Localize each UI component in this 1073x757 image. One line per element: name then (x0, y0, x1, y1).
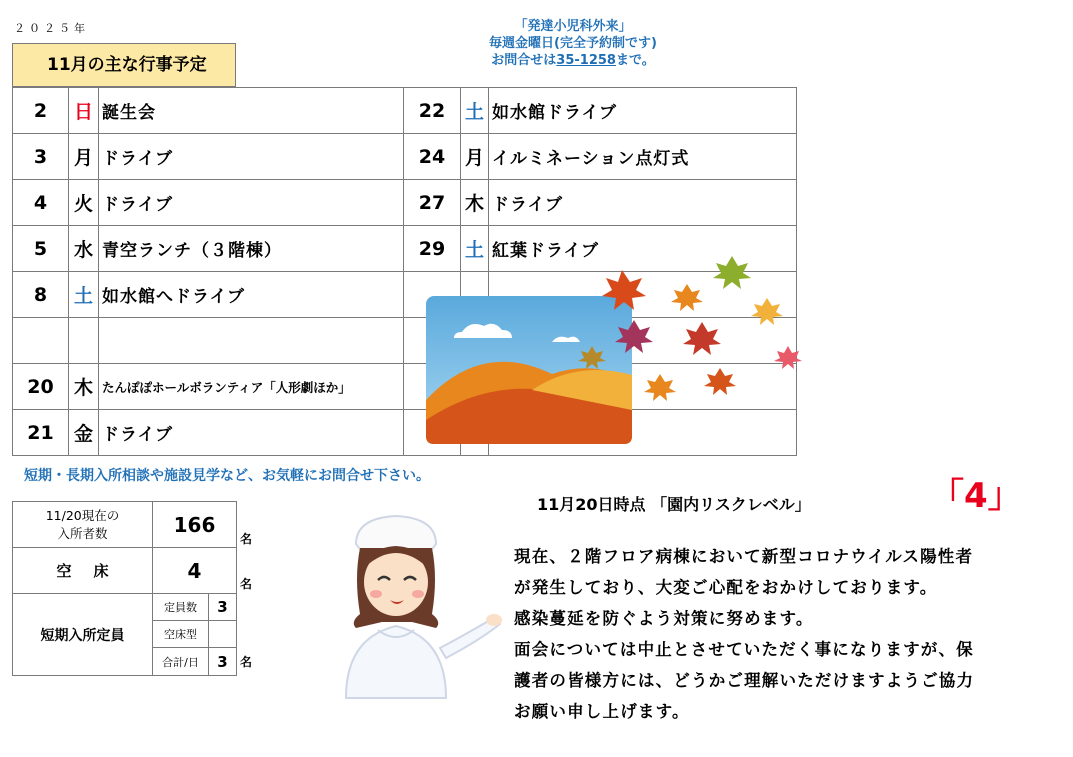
left-weekday: 火 (69, 180, 99, 226)
right-event: 如水館ドライブ (489, 88, 797, 134)
left-day: 2 (13, 88, 69, 134)
left-event: 如水館へドライブ (99, 272, 404, 318)
right-event: 紅葉ドライブ (489, 226, 797, 272)
left-event (99, 318, 404, 364)
left-day: 8 (13, 272, 69, 318)
right-weekday: 木 (461, 180, 489, 226)
short-term-label: 短期入所定員 (13, 594, 153, 676)
clinic-contact-post: まで。 (615, 53, 655, 68)
schedule-row (13, 180, 797, 226)
message-line: 面会については中止とさせていただく事になりますが、保 (514, 640, 974, 659)
right-weekday: 月 (461, 134, 489, 180)
risk-label: 11月20日時点 「園内リスクレベル」 (537, 495, 811, 514)
clinic-info (468, 18, 678, 69)
clinic-hours: 毎週金曜日(完全予約制です) (489, 36, 657, 51)
vacant-label: 空床 (13, 548, 153, 594)
schedule-row (13, 134, 797, 180)
left-day (13, 318, 69, 364)
clinic-contact (468, 52, 678, 69)
autumn-landscape-illustration (402, 250, 812, 450)
inquiry-note: 短期・長期入所相談や施設見学など、お気軽にお問合せ下さい。 (24, 468, 430, 484)
right-event: ドライブ (489, 180, 797, 226)
right-day: 27 (404, 180, 461, 226)
covid-message (514, 541, 1044, 727)
right-event: イルミネーション点灯式 (489, 134, 797, 180)
risk-level: 「4」 (930, 476, 1022, 516)
left-weekday: 月 (69, 134, 99, 180)
left-weekday: 木 (69, 364, 99, 410)
clinic-name: 「発達小児科外来」 (514, 19, 632, 34)
residents-label: 11/20現在の 入所者数 (13, 502, 153, 548)
left-event: ドライブ (99, 134, 404, 180)
unit-vacant: 名 (240, 577, 253, 591)
message-line: お願い申し上げます。 (514, 702, 690, 721)
left-weekday: 土 (69, 272, 99, 318)
left-event: ドライブ (99, 410, 404, 456)
nurse-illustration (322, 508, 504, 700)
left-day: 5 (13, 226, 69, 272)
message-line: 現在、２階フロア病棟において新型コロナウイルス陽性者 (514, 547, 974, 566)
left-day: 4 (13, 180, 69, 226)
left-day: 3 (13, 134, 69, 180)
left-day: 21 (13, 410, 69, 456)
right-weekday: 土 (461, 88, 489, 134)
unit-total: 名 (240, 655, 253, 669)
clinic-contact-pre: お問合せは (491, 53, 557, 68)
total-label: 合計/日 (153, 648, 209, 676)
schedule-title: 11月の主な行事予定 (12, 43, 236, 87)
unit-residents: 名 (240, 532, 253, 546)
message-line: が発生しており、大変ご心配をおかけしております。 (514, 578, 938, 597)
right-day: 24 (404, 134, 461, 180)
year-label: ２０２５年 (14, 22, 89, 35)
left-weekday (69, 318, 99, 364)
left-event: ドライブ (99, 180, 404, 226)
message-line: 感染蔓延を防ぐよう対策に努めます。 (514, 609, 814, 628)
right-weekday: 土 (461, 226, 489, 272)
vacant-type-value (209, 621, 237, 648)
clinic-phone: 35-1258 (556, 53, 616, 68)
left-event: 誕生会 (99, 88, 404, 134)
vacant-value: 4 (153, 548, 237, 594)
left-weekday: 日 (69, 88, 99, 134)
residents-value: 166 (153, 502, 237, 548)
left-event: 青空ランチ（３階棟） (99, 226, 404, 272)
schedule-row (13, 88, 797, 134)
total-value: 3 (209, 648, 237, 676)
left-weekday: 水 (69, 226, 99, 272)
message-line: 護者の皆様方には、どうかご理解いただけますようご協力 (514, 671, 975, 690)
capacity-label: 定員数 (153, 594, 209, 621)
right-day: 29 (404, 226, 461, 272)
occupancy-table (12, 501, 237, 676)
left-event: たんぽぽホールボランティア「人形劇ほか」 (99, 364, 404, 410)
left-weekday: 金 (69, 410, 99, 456)
left-day: 20 (13, 364, 69, 410)
right-day: 22 (404, 88, 461, 134)
vacant-type-label: 空床型 (153, 621, 209, 648)
capacity-value: 3 (209, 594, 237, 621)
